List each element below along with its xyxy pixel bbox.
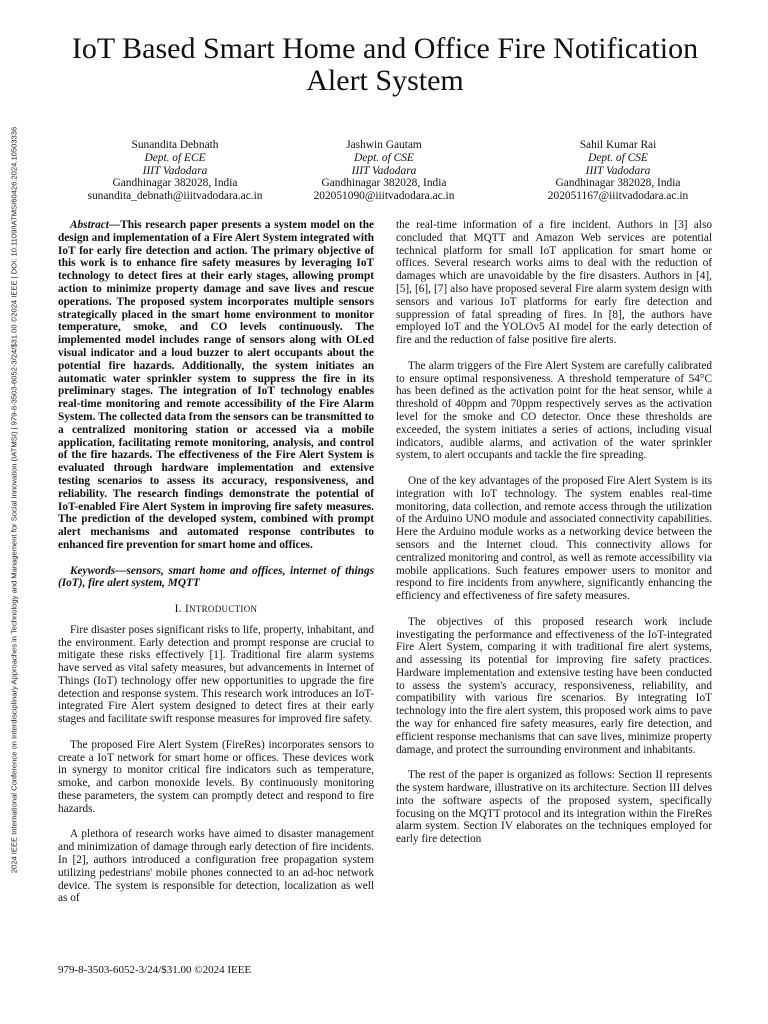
author-name: Jashwin Gautam — [346, 139, 422, 151]
right-paragraph-3: One of the key advantages of the proposed Fire Alert System is its integration with IoT technology. The system enables real-time monitoring, data collection, and remote access through the utilization of the Arduino UNO module and associated connectivity capabilities. Here the Arduino module works as a networking device between the sensors and the Internet cloud. This connectivity allows for centralized monitoring and control, as well as remote accessibility via mobile applications. Such features empower users to monitor and respond to fire incidents from anywhere, significantly enhancing the efficiency and effectiveness of fire safety measures. — [396, 474, 712, 603]
right-paragraph-2: The alarm triggers of the Fire Alert System are carefully calibrated to ensure optimal responsiveness. A threshold temperature of 54°C has been defined as the activation point for the heat sensor, while a threshold of 40ppm and 70ppm respectively serves as the activation level for the smoke and CO detector. Once these thresholds are exceeded, the system initiates a series of actions, including visual indicators, audible alarms, and activation of the water sprinkler system, to alert occupants and tackle the fire spreading. — [396, 359, 712, 462]
copyright-footer: 979-8-3503-6052-3/24/$31.00 ©2024 IEEE — [58, 964, 252, 976]
author-block-2 — [269, 139, 499, 203]
author-name: Sahil Kumar Rai — [579, 139, 657, 151]
author-inst: IIIT Vadodara — [585, 164, 651, 177]
author-city: Gandhinagar 382028, India — [555, 177, 681, 190]
sidebar-text: 2024 IEEE International Conference on Interdisciplinary Approaches in Technology and Management for Social Innovation (IATMSI) | 979-8-3503-6052-3/24/$31.00 ©2024 IEEE | DOI: 10.1109/IATMSI60426.2024.10503336 — [9, 126, 19, 874]
abstract — [58, 219, 374, 552]
intro-paragraph-2: The proposed Fire Alert System (FireRes) incorporates sensors to create a IoT network for smart home or offices. These devices work in synergy to monitor critical fire indicators such as temperature, smoke, and carbon monoxide levels. By continuously monitoring these parameters, the system can promptly detect and respond to fire hazards. — [58, 738, 374, 815]
author-block-1 — [60, 139, 290, 203]
intro-paragraph-3: A plethora of research works have aimed to disaster management and minimization of damage through early detection of fire incidents. In [2], authors introduced a configuration free propagation system utilizing pedestrians' mobile phones connected to an ad-hoc network device. The system is responsible for detection, localization as well as of — [58, 828, 374, 905]
author-name: Sunandita Debnath — [131, 139, 219, 151]
author-inst: IIIT Vadodara — [351, 164, 417, 177]
keywords — [58, 565, 374, 591]
conference-sidebar — [4, 40, 24, 960]
author-email: 202051090@iiitvadodara.ac.in — [313, 190, 455, 203]
author-dept: Dept. of CSE — [354, 151, 414, 164]
author-inst: IIIT Vadodara — [142, 164, 208, 177]
author-email: sunandita_debnath@iiitvadodara.ac.in — [87, 190, 263, 203]
author-email: 202051167@iiitvadodara.ac.in — [547, 190, 689, 203]
right-paragraph-5: The rest of the paper is organized as follows: Section II represents the system hardware, illustrative on its architecture. Section III delves into the software aspects of the proposed system, specifically focusing on the MQTT protocol and its integration within the FireRes alarm system. Section IV elaborates on the techniques employed for early fire detection — [396, 769, 712, 846]
author-city: Gandhinagar 382028, India — [321, 177, 447, 190]
author-city: Gandhinagar 382028, India — [112, 177, 238, 190]
keywords-label: Keywords — [70, 564, 116, 577]
abstract-label: Abstract — [70, 219, 109, 231]
author-block-3 — [503, 139, 733, 203]
section-heading-introduction — [58, 603, 374, 616]
paper-title: IoT Based Smart Home and Office Fire Notification Alert System — [71, 32, 699, 97]
section-number: I. — [174, 602, 182, 615]
abstract-text: —This research paper presents a system model on the design and implementation of a Fire Alert System integrated with IoT for early fire detection and action. The primary objective of this work is to enhance fire safety measures by leveraging IoT technology to detect fires at their early stages, allowing prompt action to minimize property damage and save lives and rescue operations. The proposed system incorporates multiple sensors strategically placed in the smart home environment to monitor temperature, smoke, and CO levels continuously. The implemented model includes range of sensors along with OLed visual indicator and a loud buzzer to alert occupants about the potential fire hazards. Additionally, the system initiates an automatic water sprinkler system to suppress the fire in its preliminary stages. The integration of IoT technology enables real-time monitoring and remote accessibility of the Fire Alarm System. The collected data from the sensors can be transmitted to a centralized monitoring station or accessed via a mobile application, facilitating remote monitoring, analysis, and control of the fire hazards. The effectiveness of the Fire Alert System is evaluated through hardware implementation and extensive testing scenarios to assess its accuracy, responsiveness, and reliability. The research findings demonstrate the potential of IoT-enabled Fire Alert System in improving fire safety measures. The prediction of the developed system, combined with prompt alert mechanisms and automated response contributes to enhanced fire prevention for smart home and offices. — [58, 219, 374, 551]
right-paragraph-1: the real-time information of a fire incident. Authors in [3] also concluded that MQTT and Amazon Web services are potential technical platform for small IoT application for smart home or offices. Several research works aims to deal with the reduction of damages which are unavoidable by the fire disasters. Authors in [4], [5], [6], [7] also have proposed several Fire alarm system design with sensors and various IoT platforms for early fire detection and suppression of fatal spreading of fires. In [8], the authors have employed IoT and the YOLOv5 AI model for the early detection of fire and the reduction of false positive fire alerts. — [396, 219, 712, 347]
section-title-rest: NTRODUCTION — [189, 603, 258, 614]
keywords-text: —sensors, smart home and offices, internet of things (IoT), fire alert system, MQTT — [58, 564, 374, 590]
intro-paragraph-1: Fire disaster poses significant risks to life, property, inhabitant, and the environment. Early detection and prompt response are crucial to mitigate these risks effectively [1]. Traditional fire alarm systems have served as vital safety measures, but advancements in Internet of Things (IoT) technology offer new opportunities to upgrade the fire detection and response system. This research work introduces an IoT-integrated Fire Alert system designed to detect fires at their early stages and facilitate swift response measures for improved fire safety. — [58, 623, 374, 726]
left-column — [58, 219, 374, 905]
author-dept: Dept. of ECE — [144, 151, 206, 164]
author-dept: Dept. of CSE — [588, 151, 648, 164]
section-title-initial: I — [184, 602, 190, 615]
right-paragraph-4: The objectives of this proposed research work include investigating the performance and effectiveness of the IoT-integrated Fire Alert System, comparing it with traditional fire alert systems, and assessing its potential for improving fire safety practices. Hardware implementation and extensive testing have been conducted to assess the system's accuracy, responsiveness, reliability, and compatibility with various fire scenarios. By integrating IoT technology into the fire alert system, this proposed work aims to pave the way for enhanced fire safety measures, early fire detection, and efficient response mechanisms that can save lives, minimize property damage, and protect the surrounding environment and inhabitants. — [396, 615, 712, 756]
right-column — [396, 219, 712, 846]
